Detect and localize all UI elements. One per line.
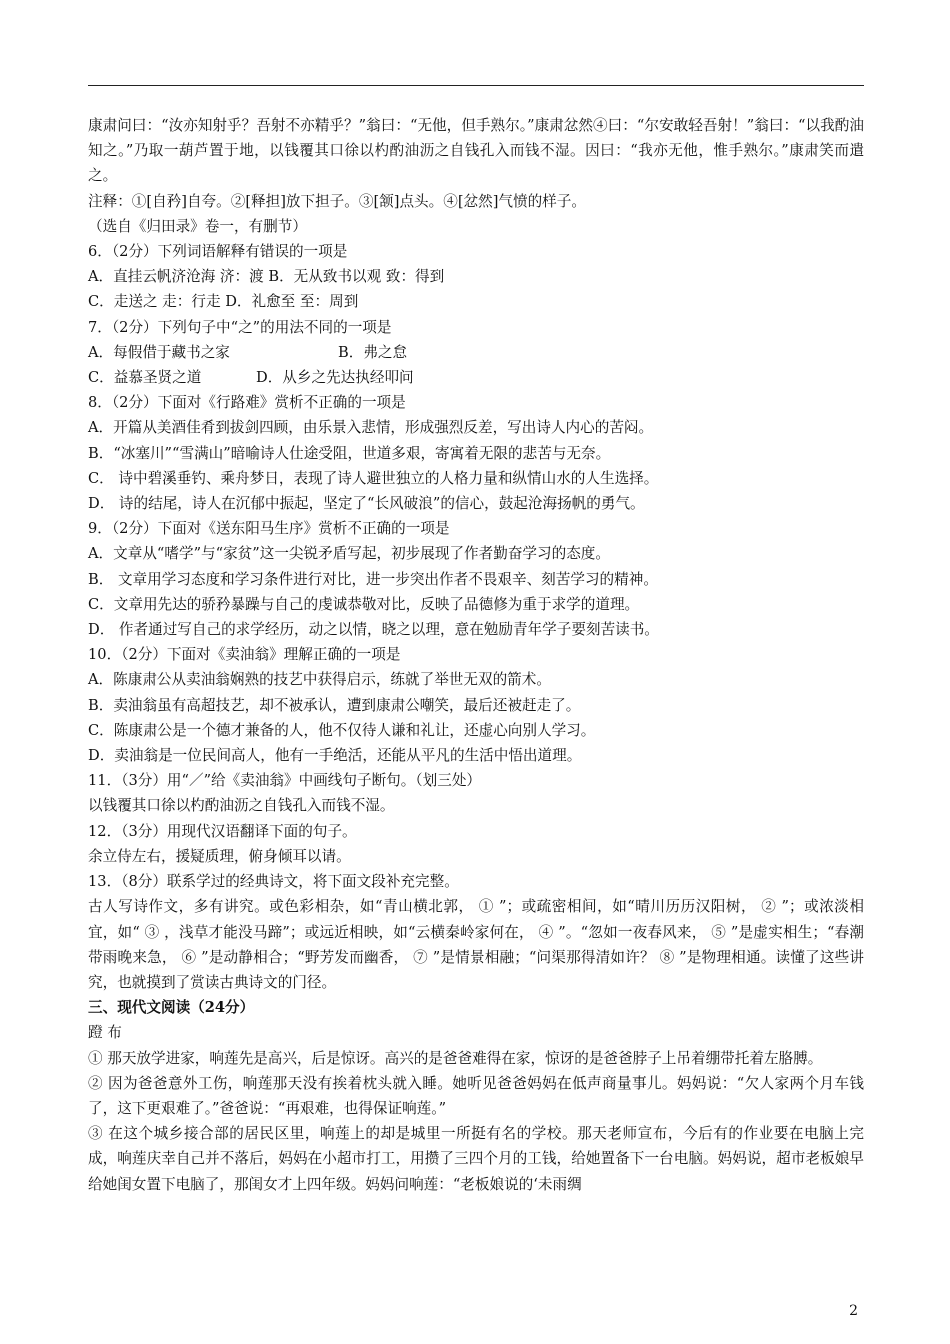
header-rule	[88, 85, 864, 86]
q7-option-b: B．弗之怠	[338, 343, 408, 361]
q9-stem: 9．（2分）下面对《送东阳马生序》赏析不正确的一项是	[88, 520, 450, 538]
q10-option-b: B．卖油翁虽有高超技艺，却不被承认，遭到康肃公嘲笑，最后还被赶走了。	[88, 696, 581, 714]
q13-stem: 13．（8分）联系学过的经典诗文，将下面文段补充完整。	[88, 873, 459, 891]
q6-options-ab: A．直挂云帆济沧海 济：渡 B．无从致书以观 致：得到	[88, 268, 445, 286]
q8-option-d: D． 诗的结尾，诗人在沉郁中振起，坚定了“长风破浪”的信心，鼓起沧海扬帆的勇气。	[88, 495, 645, 513]
q9-option-a: A．文章从“嗜学”与“家贫”这一尖锐矛盾写起，初步展现了作者勤奋学习的态度。	[88, 545, 610, 563]
q8-stem: 8．（2分）下面对《行路难》赏析不正确的一项是	[88, 394, 406, 412]
q12-text: 余立侍左右，援疑质理，俯身倾耳以请。	[88, 847, 351, 865]
article-paragraph-1: ① 那天放学进家，响莲先是高兴，后是惊讶。高兴的是爸爸难得在家，惊讶的是爸爸脖子上吊着绷带托着左胳膊。	[88, 1049, 823, 1067]
notes: 注释：①[自矜]自夸。②[释担]放下担子。③[颔]点头。④[忿然]气愤的样子。	[88, 192, 586, 210]
q9-option-c: C．文章用先达的骄矜暴躁与自己的虔诚恭敬对比，反映了品德修为重于求学的道理。	[88, 595, 640, 613]
q7-stem: 7．（2分）下列句子中“之”的用法不同的一项是	[88, 318, 392, 336]
q10-stem: 10．（2分）下面对《卖油翁》理解正确的一项是	[88, 646, 401, 664]
q8-option-b: B．“冰塞川”“雪满山”暗喻诗人仕途受阻，世道多艰，寄寓着无限的悲苦与无奈。	[88, 444, 611, 462]
document-body	[88, 113, 864, 1197]
q10-option-d: D．卖油翁是一位民间高人，他有一手绝活，还能从平凡的生活中悟出道理。	[88, 747, 582, 765]
q12-stem: 12．（3分）用现代汉语翻译下面的句子。	[88, 822, 357, 840]
section-heading: 三、现代文阅读（24分）	[88, 999, 255, 1017]
article-paragraph-2: ② 因为爸爸意外工伤，响莲那天没有挨着枕头就入睡。她听见爸爸妈妈在低声商量事儿。妈妈说：“欠人家两个月车钱了，这下更艰难了。”爸爸说：“再艰难，也得保证响莲。”	[88, 1074, 864, 1117]
source-citation: （选自《归田录》卷一，有删节）	[88, 217, 307, 235]
q7-option-a: A．每假借于藏书之家	[88, 343, 230, 361]
story-continued: 康肃问曰：“汝亦知射乎？吾射不亦精乎？”翁曰：“无他，但手熟尔。”康肃忿然④曰：“尔安敢轻吾射！”翁曰：“以我酌油知之。”乃取一葫芦置于地，以钱覆其口徐以杓酌油沥之自钱孔入而钱不湿。因曰：“我亦无他，惟手熟尔。”康肃笑而遣之。	[88, 117, 864, 185]
q10-option-a: A．陈康肃公从卖油翁娴熟的技艺中获得启示，练就了举世无双的箭术。	[88, 671, 551, 689]
q11-stem: 11．（3分）用“／”给《卖油翁》中画线句子断句。（划三处）	[88, 772, 482, 790]
q7-option-c: C．益慕圣贤之道	[88, 369, 202, 387]
page-number: 2	[849, 1303, 858, 1319]
q9-option-b: B． 文章用学习态度和学习条件进行对比，进一步突出作者不畏艰辛、刻苦学习的精神。	[88, 570, 658, 588]
q8-option-a: A．开篇从美酒佳肴到拔剑四顾，由乐景入悲情，形成强烈反差，写出诗人内心的苦闷。	[88, 419, 654, 437]
q7-options-ab	[88, 340, 864, 365]
q13-text: 古人写诗作文，多有讲究。或色彩相杂，如“青山横北郭， ① ”；或疏密相间，如“晴川历历汉阳树， ② ”；或浓淡相宜，如“ ③ ，浅草才能没马蹄”；或远近相映，如“云横秦岭家何在， ④ ”。“忽如一夜春风来， ⑤ ”是虚实相生；“春潮带雨晚来急， ⑥ ”是动静相合；“野芳发而幽香， ⑦ ”是情景相融；“问渠那得清如许？ ⑧ ”是物理相通。读懂了这些讲究，也就摸到了赏读古典诗文的门径。	[88, 898, 864, 991]
q8-option-c: C． 诗中碧溪垂钓、乘舟梦日，表现了诗人避世独立的人格力量和纵情山水的人生选择。	[88, 469, 659, 487]
q6-options-cd: C．走送之 走：行走 D．礼愈至 至：周到	[88, 293, 359, 311]
q7-options-cd	[88, 365, 864, 390]
article-paragraph-3: ③ 在这个城乡接合部的居民区里，响莲上的却是城里一所挺有名的学校。那天老师宣布，今后有的作业要在电脑上完成，响莲庆幸自己并不落后，妈妈在小超市打工，用攒了三四个月的工钱，给她置备下一台电脑。妈妈说，超市老板娘早给她闺女置下电脑了，那闺女才上四年级。妈妈问响莲：“老板娘说的‘未雨绸	[88, 1125, 864, 1193]
q6-stem: 6．（2分）下列词语解释有错误的一项是	[88, 243, 348, 261]
q10-option-c: C．陈康肃公是一个德才兼备的人，他不仅待人谦和礼让，还虚心向别人学习。	[88, 721, 596, 739]
q11-text: 以钱覆其口徐以杓酌油沥之自钱孔入而钱不湿。	[88, 797, 395, 815]
q9-option-d: D． 作者通过写自己的求学经历，动之以情，晓之以理，意在勉励青年学子要刻苦读书。	[88, 621, 659, 639]
article-title: 蹬 布	[88, 1024, 122, 1042]
q7-option-d: D．从乡之先达执经叩问	[256, 369, 414, 387]
